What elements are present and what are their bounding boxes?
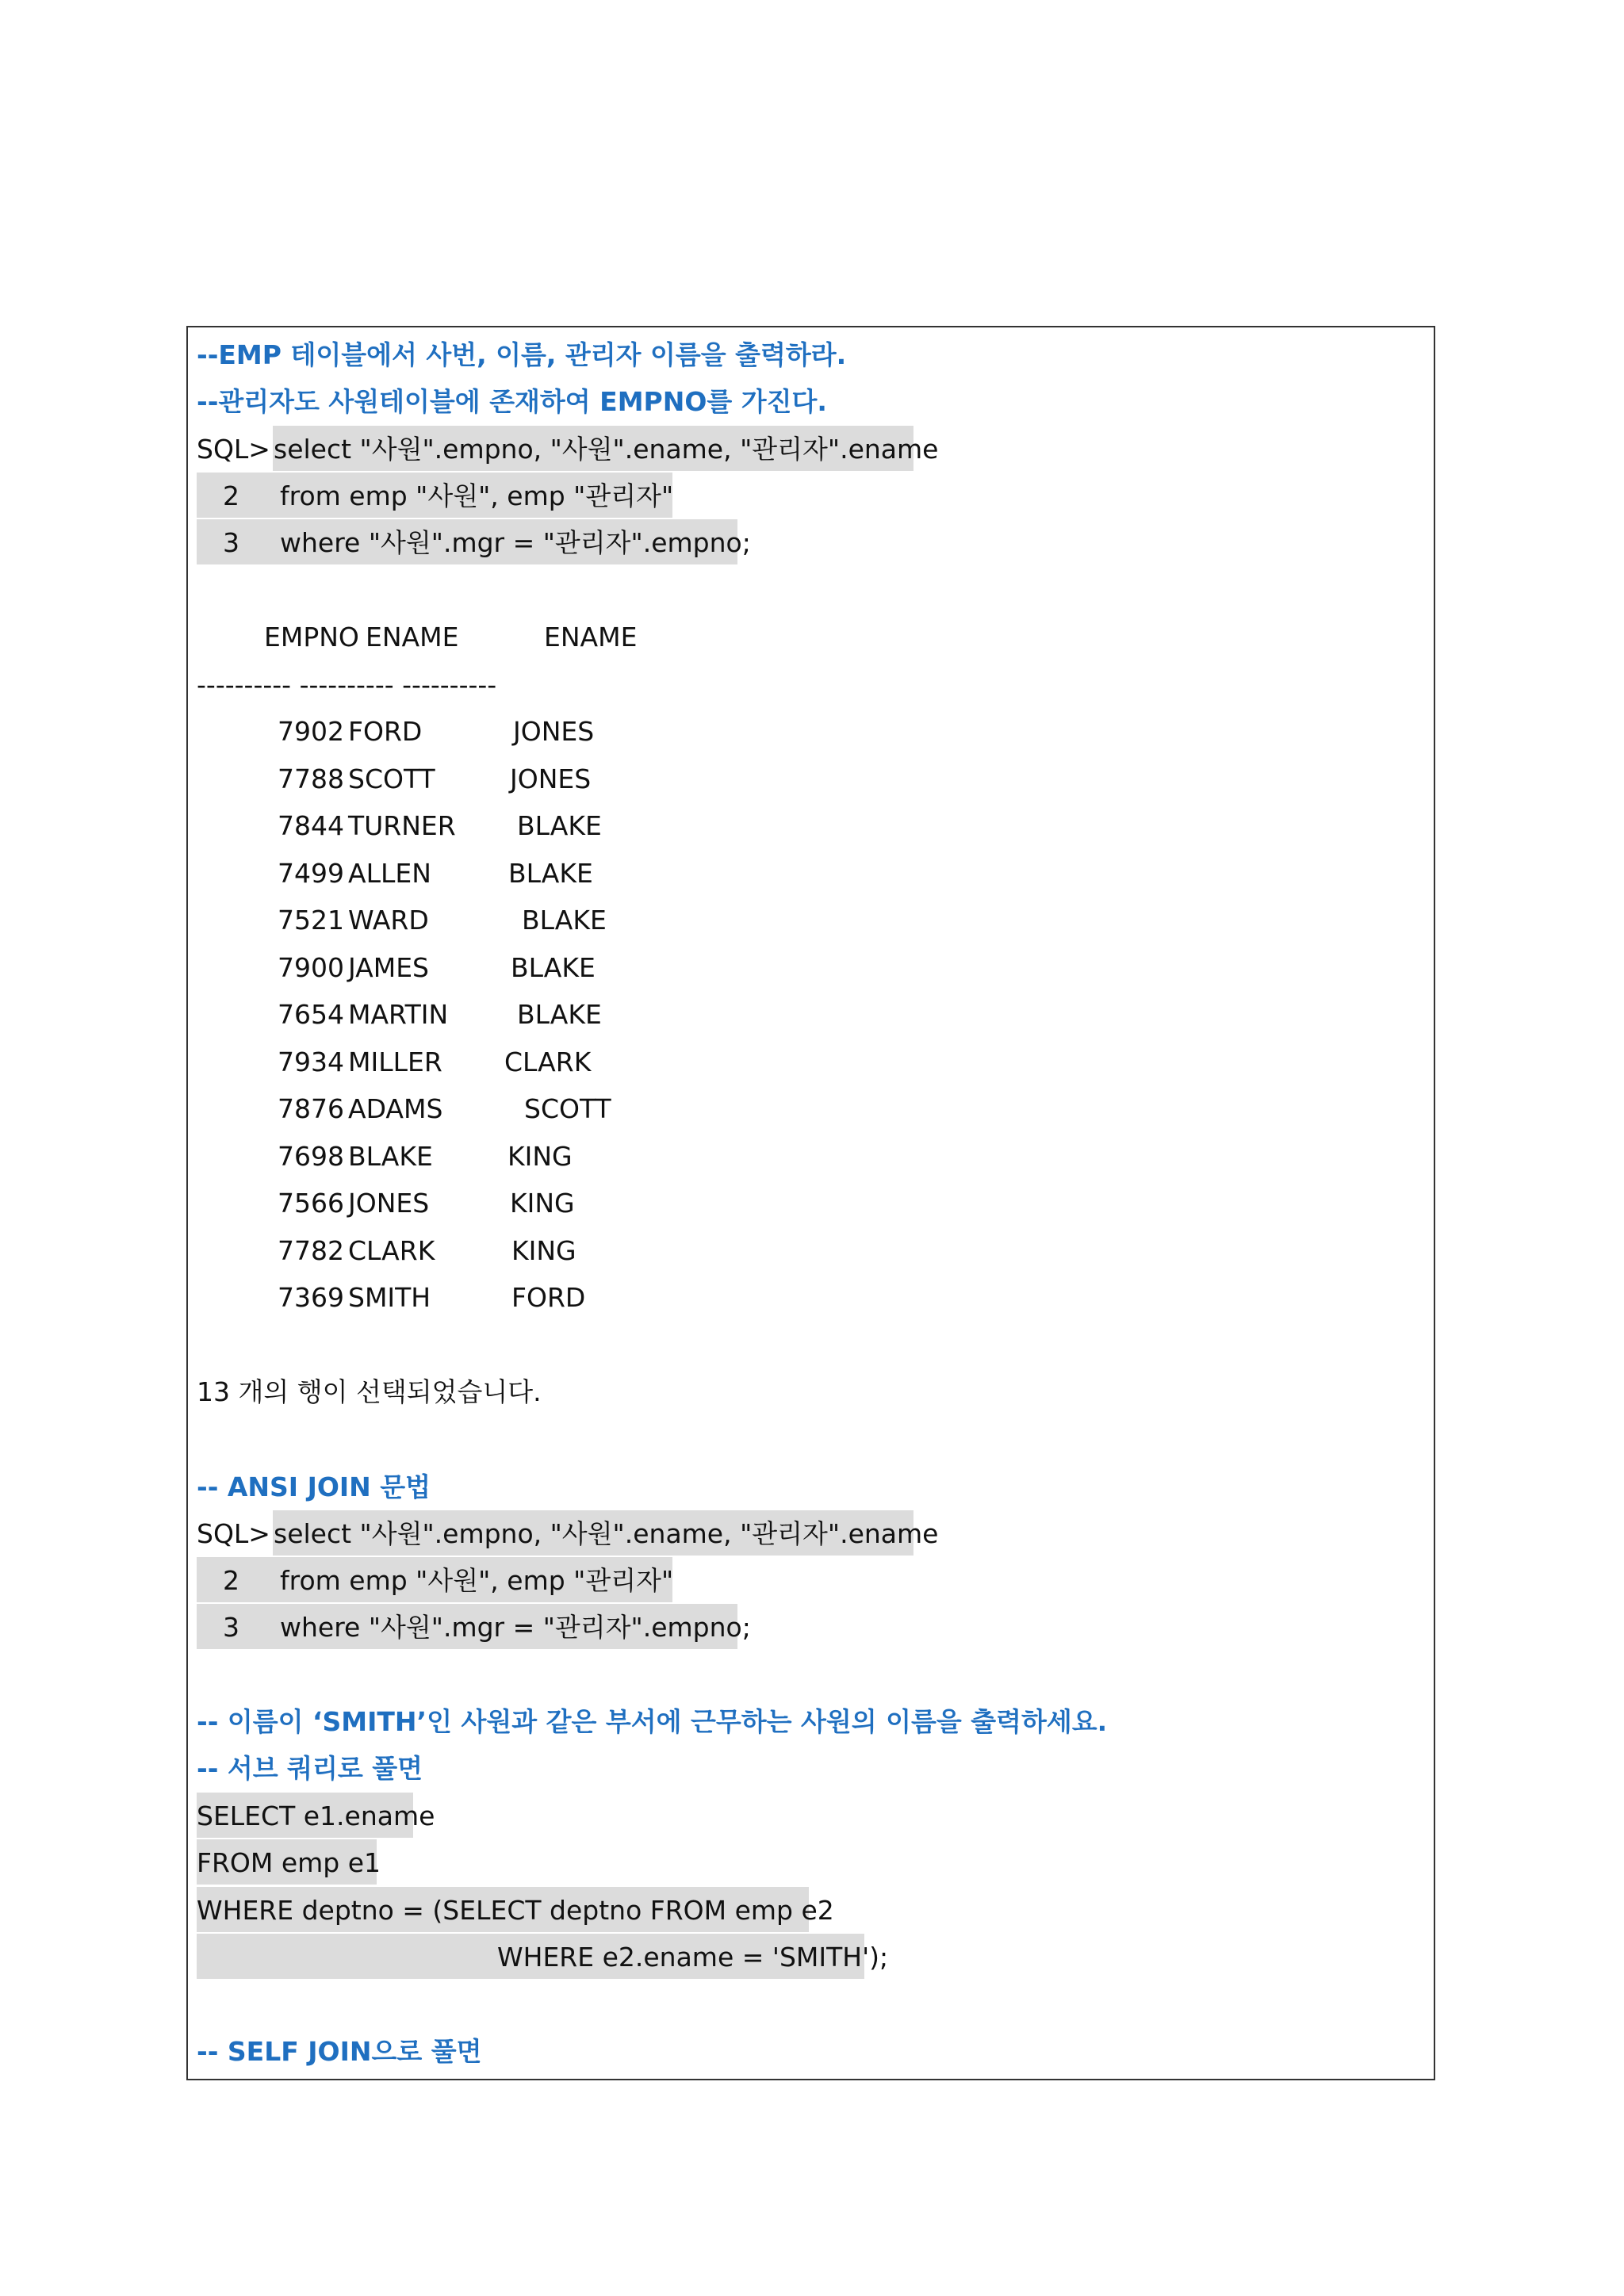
cell-mgr: JONES <box>510 763 592 794</box>
cell-ename: MILLER <box>348 1047 442 1077</box>
cell-mgr: FORD <box>511 1282 586 1313</box>
column-header-mgr-ename: ENAME <box>544 622 638 652</box>
cell-ename: ADAMS <box>348 1093 443 1124</box>
comment-line: -- ANSI JOIN 문법 <box>197 1471 431 1502</box>
cell-empno: 7876 <box>278 1093 344 1124</box>
sql-line: from emp "사원", emp "관리자" <box>280 1565 674 1596</box>
cell-empno: 7654 <box>278 999 344 1030</box>
row-count-text: 13 개의 행이 선택되었습니다. <box>197 1376 542 1407</box>
sql-line: SELECT e1.ename <box>197 1800 435 1831</box>
cell-empno: 7782 <box>278 1235 344 1266</box>
cell-ename: JONES <box>348 1188 430 1219</box>
comment-line: -- 이름이 ‘SMITH’인 사원과 같은 부서에 근무하는 사원의 이름을 출력하세요. <box>197 1706 1108 1737</box>
comment-line: -- 서브 쿼리로 풀면 <box>197 1753 423 1784</box>
column-header-empno: EMPNO <box>264 622 359 652</box>
cell-ename: FORD <box>348 716 423 747</box>
cell-ename: BLAKE <box>348 1141 433 1172</box>
cell-mgr: BLAKE <box>517 999 602 1030</box>
line-number: 3 <box>223 1612 239 1643</box>
cell-mgr: BLAKE <box>511 952 596 983</box>
cell-empno: 7521 <box>278 905 344 936</box>
cell-ename: SMITH <box>348 1282 431 1313</box>
cell-empno: 7934 <box>278 1047 344 1077</box>
cell-mgr: KING <box>510 1188 575 1219</box>
cell-ename: ALLEN <box>348 858 431 889</box>
cell-ename: JAMES <box>348 952 429 983</box>
sql-line: where "사원".mgr = "관리자".empno; <box>280 1612 751 1643</box>
sql-line: WHERE e2.ename = 'SMITH'); <box>497 1942 889 1973</box>
sql-line: WHERE deptno = (SELECT deptno FROM emp e2 <box>197 1895 834 1926</box>
result-separator: ---------- ---------- ---------- <box>197 669 497 700</box>
sql-prompt: SQL> <box>197 1518 279 1549</box>
cell-mgr: BLAKE <box>522 905 607 936</box>
cell-empno: 7900 <box>278 952 344 983</box>
line-number: 3 <box>223 527 239 558</box>
cell-empno: 7902 <box>278 716 344 747</box>
column-header-ename: ENAME <box>366 622 459 652</box>
line-number: 2 <box>223 1565 239 1596</box>
sql-prompt: SQL> <box>197 434 279 465</box>
cell-ename: MARTIN <box>348 999 449 1030</box>
sql-line: select "사원".empno, "사원".ename, "관리자".ename <box>274 1518 939 1549</box>
cell-empno: 7698 <box>278 1141 344 1172</box>
cell-mgr: CLARK <box>504 1047 592 1077</box>
comment-line: --관리자도 사원테이블에 존재하여 EMPNO를 가진다. <box>197 386 827 417</box>
cell-empno: 7788 <box>278 763 344 794</box>
cell-empno: 7844 <box>278 810 344 841</box>
cell-empno: 7369 <box>278 1282 344 1313</box>
line-number: 2 <box>223 480 239 511</box>
cell-empno: 7566 <box>278 1188 344 1219</box>
sql-line: select "사원".empno, "사원".ename, "관리자".ename <box>274 434 939 465</box>
cell-ename: CLARK <box>348 1235 435 1266</box>
cell-ename: TURNER <box>348 810 456 841</box>
cell-mgr: KING <box>511 1235 576 1266</box>
cell-mgr: BLAKE <box>508 858 593 889</box>
cell-empno: 7499 <box>278 858 344 889</box>
comment-line: --EMP 테이블에서 사번, 이름, 관리자 이름을 출력하라. <box>197 339 847 370</box>
sql-line: where "사원".mgr = "관리자".empno; <box>280 527 751 558</box>
comment-line: -- SELF JOIN으로 풀면 <box>197 2036 482 2067</box>
cell-ename: WARD <box>348 905 429 936</box>
sql-line: from emp "사원", emp "관리자" <box>280 480 674 511</box>
sql-line: FROM emp e1 <box>197 1847 381 1878</box>
cell-mgr: BLAKE <box>517 810 602 841</box>
cell-mgr: SCOTT <box>524 1093 611 1124</box>
cell-ename: SCOTT <box>348 763 435 794</box>
cell-mgr: JONES <box>513 716 595 747</box>
cell-mgr: KING <box>508 1141 573 1172</box>
